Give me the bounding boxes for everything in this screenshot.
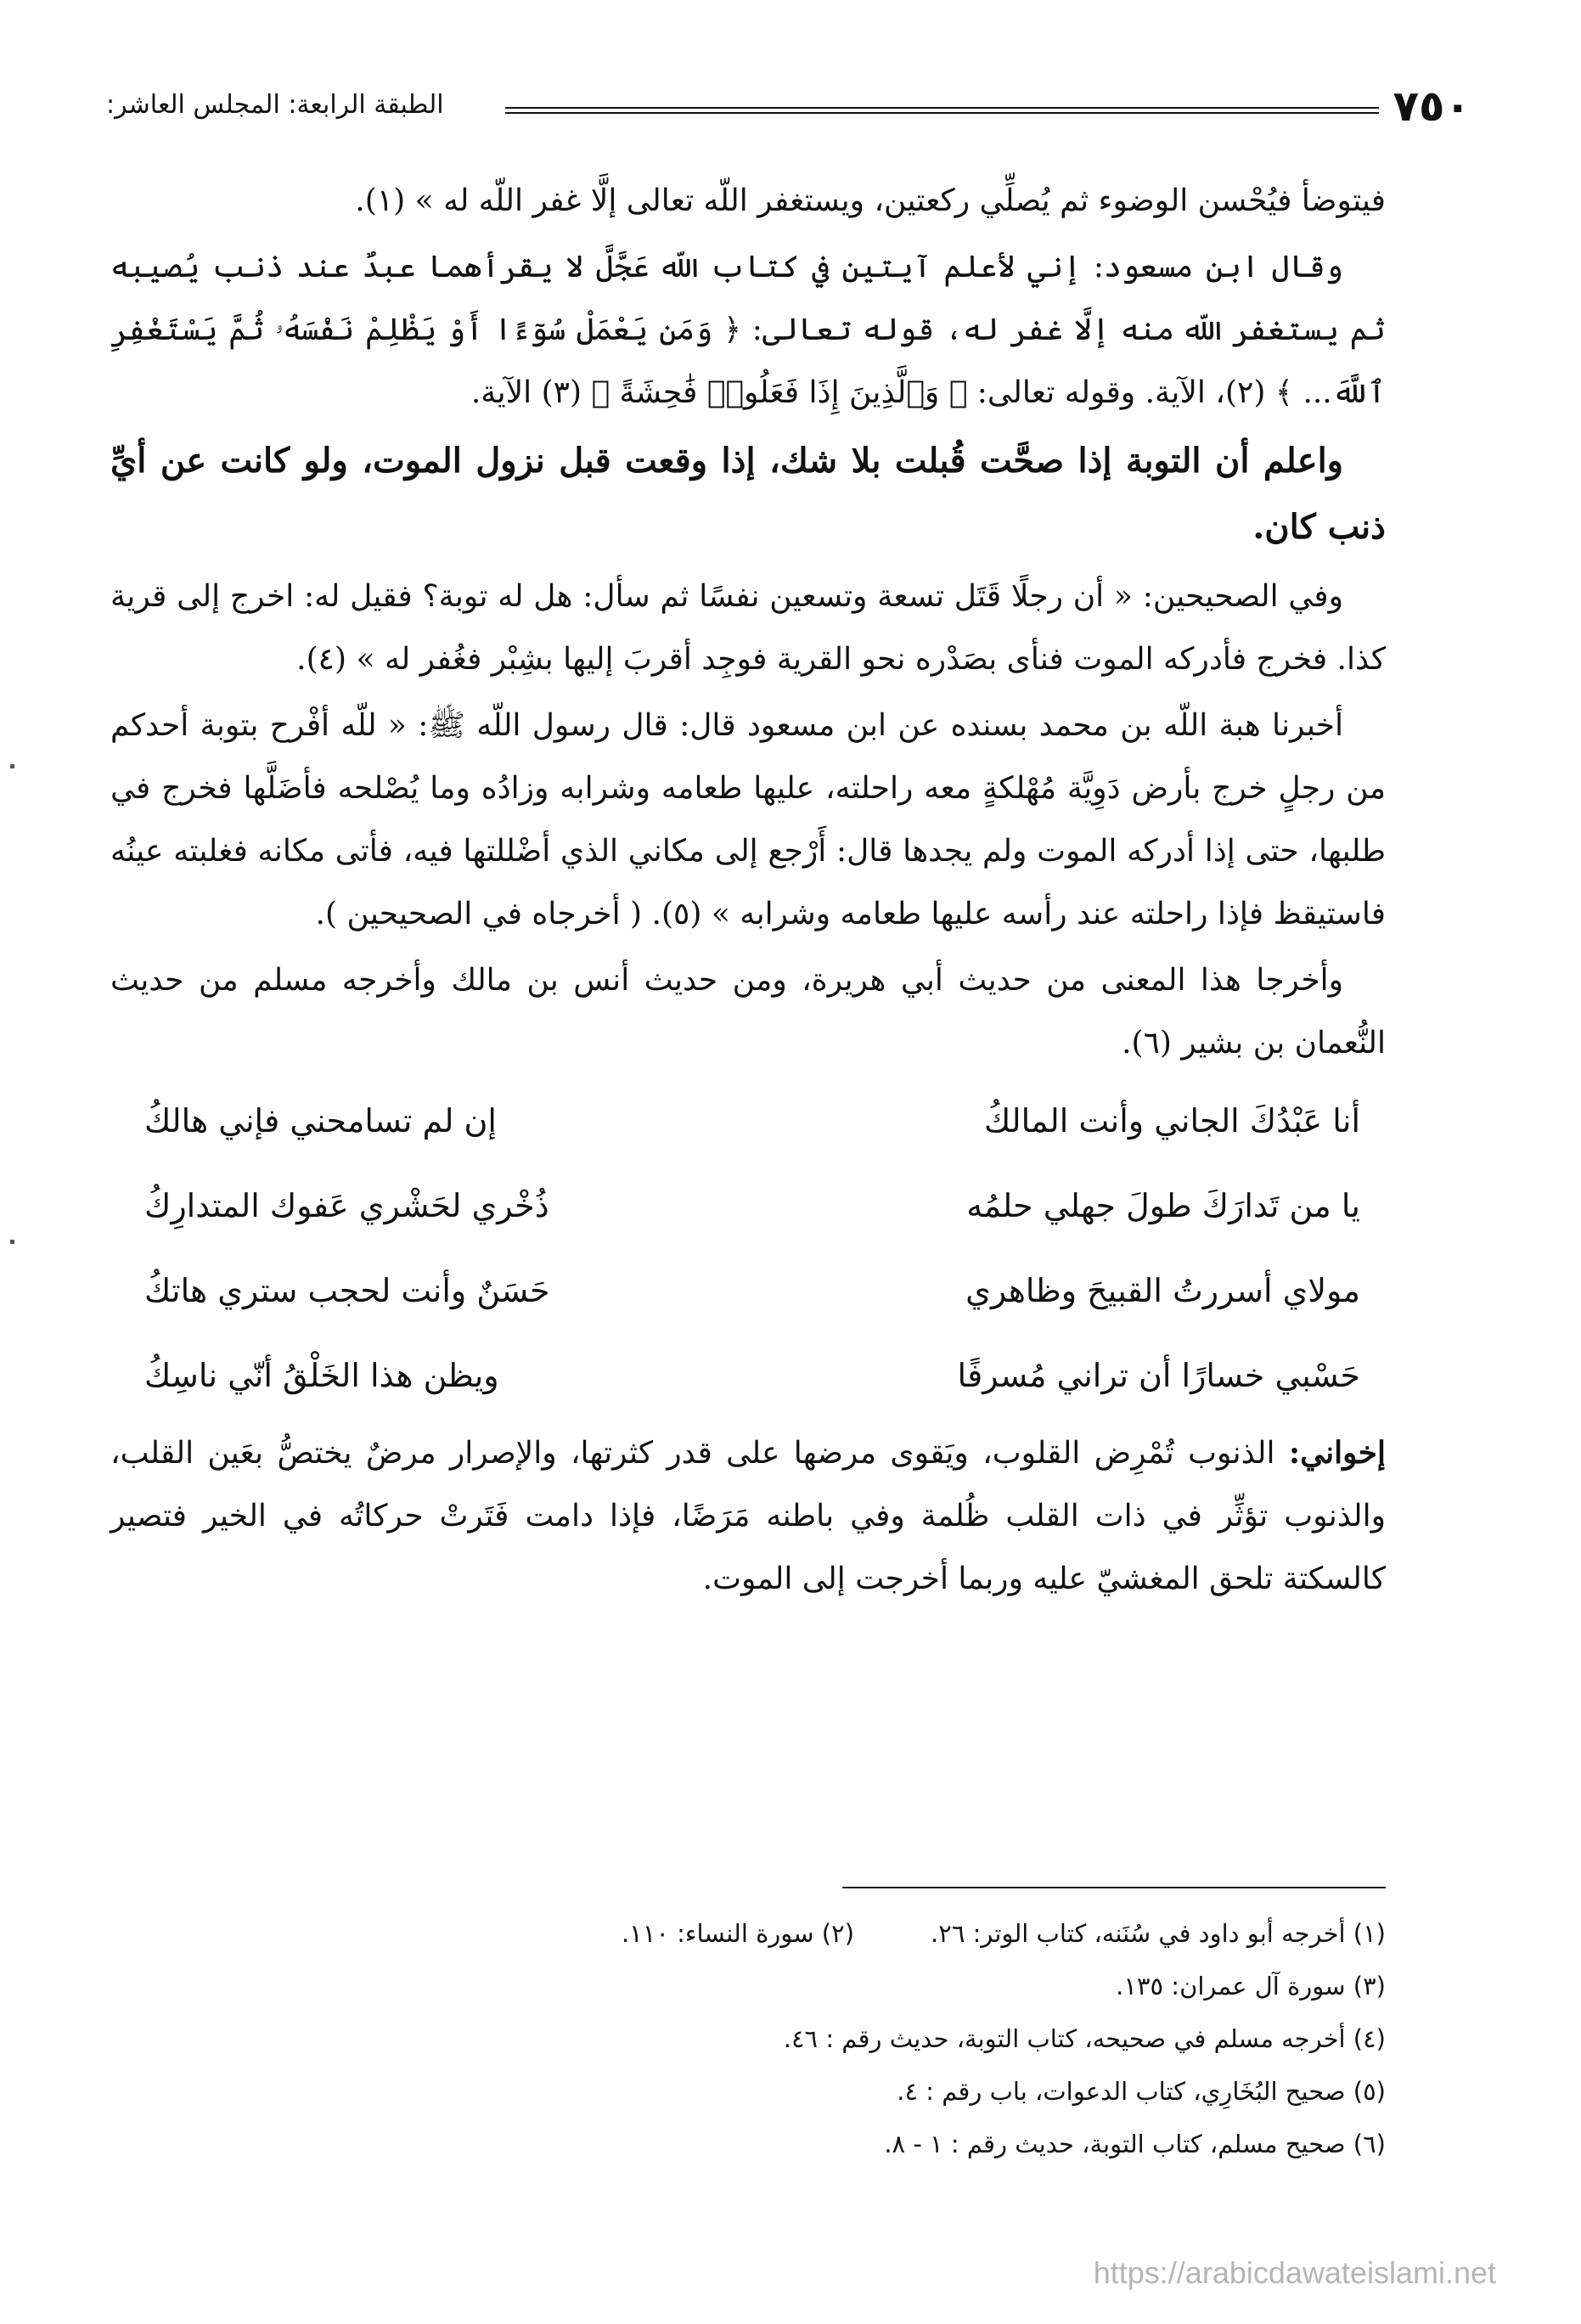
verse-first-hemistich: يا من تَدارَكَ طولَ جهلي حلمُه [966,1187,1360,1224]
paragraph-bold-statement: واعلم أن التوبة إذا صحَّت قُبلت بلا شك، إذا وقعت قبل نزول الموت، ولو كانت عن أيِّ ذنب كان. [110,441,1386,547]
verse-line [110,1163,1386,1248]
main-text [110,170,1386,1614]
running-header-title: الطبقة الرابعة: المجلس العاشر: [106,90,444,120]
verse-line [110,1078,1386,1163]
verse-second-hemistich: ذُخْري لحَشْري عَفوك المتدارِكُ [144,1187,549,1224]
footnote-2: (٢) سورة النساء: ١١٠. [621,1919,855,1948]
verse-line [110,1248,1386,1333]
footnotes [110,1907,1386,2170]
footnote-6: (٦) صحيح مسلم، كتاب التوبة، حديث رقم : ١ - ٨. [884,2130,1386,2158]
page-header [106,82,1471,141]
footnote-row [110,1907,1386,1960]
paragraph-4: وفي الصحيحين: « أن رجلًا قَتَل تسعة وتسعين نفسًا ثم سأل: هل له توبة؟ فقيل له: اخرج إلى قرية كذا. فخرج فأدركه الموت فنأى بصَدْره نحو القرية فوجِد أقربَ إليها بشِبْر فغُفر له » (٤). [110,579,1386,677]
website-watermark: https://arabicdawateislami.net [1093,2255,1496,2290]
margin-mark [10,764,14,768]
paragraph-2: وقال ابن مسعود: إني لأعلم آيتين في كتاب اللّه عَجَّلَّ لا يقرأهما عبدٌ عند ذنب يُصيبه ثم يستغفر اللّه منه إلَّا غفر له، قوله تعالى: ﴿ وَمَن يَعْمَلْ سُوٓءًا أَوْ يَظْلِمْ نَفْسَهُۥ ثُمَّ يَسْتَغْفِرِ ٱللَّهَ... ﴾ (٢)، الآية. وقوله تعالى: ﴿ وَٱلَّذِينَ إِذَا فَعَلُوا۟ فَٰحِشَةً ﴾ (٣) الآية. [110,250,1386,410]
footnote-separator [842,1887,1386,1888]
verse-first-hemistich: مولاي أسررتُ القبيحَ وظاهري [965,1272,1360,1309]
verse-second-hemistich: إن لم تسامحني فإني هالكُ [144,1102,497,1139]
verse-first-hemistich: أنا عَبْدُكَ الجاني وأنت المالكُ [983,1102,1360,1139]
footnote-3: (٣) سورة آل عمران: ١٣٥. [1116,1972,1386,2000]
paragraph-1: فيتوضأ فيُحْسن الوضوء ثم يُصلِّي ركعتين، ويستغفر اللّه تعالى إلَّا غفر اللّه له » (١). [355,183,1386,218]
paragraph-5: أخبرنا هبة اللّه بن محمد بسنده عن ابن مسعود قال: قال رسول اللّه ﷺ: « للّه أفْرح بتوبة أحدكم من رجلٍ خرج بأرض دَوِيَّة مُهْلكةٍ معه راحلته، عليها طعامه وشرابه وزادُه وما يُصْلحه فأضَلَّها فخرج في طلبها، حتى إذا أدركه الموت ولم يجدها قال: أَرْجع إلى مكاني الذي أضْللتها فيه، فأتى مكانه فغلبته عينُه فاستيقظ فإذا راحلته عند رأسه عليها طعامه وشرابه » (٥). ( أخرجاه في الصحيحين ). [110,708,1387,931]
paragraph-7-lead: إخواني: [1288,1435,1386,1471]
verse-line [110,1333,1386,1418]
footnote-5: (٥) صحيح البُخَارِي، كتاب الدعوات، باب رقم : ٤. [897,2077,1386,2106]
poem [110,1078,1386,1418]
verse-second-hemistich: ويظن هذا الخَلْقُ أنّي ناسِكُ [144,1357,499,1394]
paragraph-7 [110,1421,1386,1611]
header-double-rule [505,107,1379,114]
footnote-1: (١) أخرجه أبو داود في سُنَنه، كتاب الوتر: ٢٦. [931,1919,1386,1948]
footnote-4: (٤) أخرجه مسلم في صحيحه، كتاب التوبة، حديث رقم : ٤٦. [783,2024,1386,2053]
paragraph-6: وأخرجا هذا المعنى من حديث أبي هريرة، ومن حديث أنس بن مالك وأخرجه مسلم من حديث النُّعمان بن بشير (٦). [110,963,1386,1061]
verse-second-hemistich: حَسَنٌ وأنت لحجب ستري هاتكُ [144,1272,550,1309]
paragraph-7-text: الذنوب تُمْرِض القلوب، ويَقوى مرضها على قدر كثرتها، والإصرار مرضٌ يختصُّ بعَين القلب، والذنوب تؤثِّر في ذات القلب ظُلمة وفي باطنه مَرَضًا، فإذا دامت فَتَرتْ حركاتُه في الخير فتصير كالسكتة تلحق المغشيّ عليه وربما أخرجت إلى الموت. [110,1436,1386,1596]
margin-mark [10,1240,14,1244]
page-number: ٧٥٠ [1393,82,1471,131]
verse-first-hemistich: حَسْبي خسارًا أن تراني مُسرفًا [957,1357,1360,1394]
